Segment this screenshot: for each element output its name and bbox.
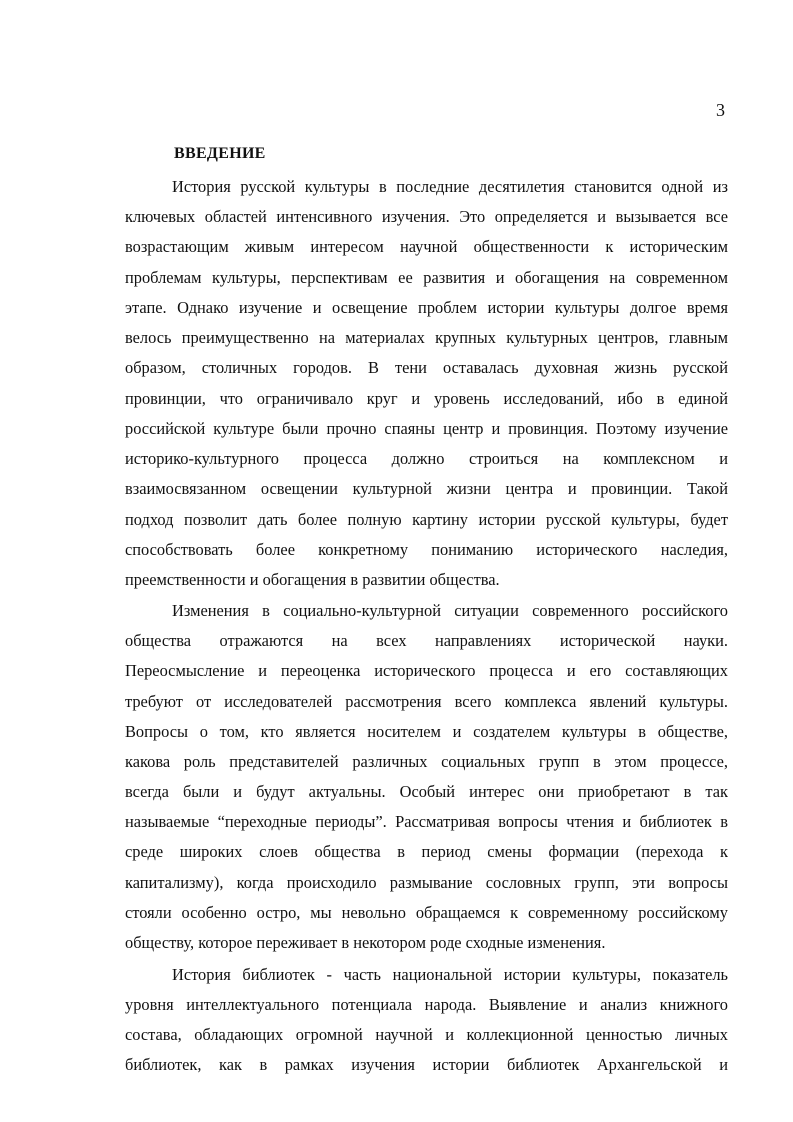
text-line: возрастающим живым интересом научной общественности к историческим — [125, 237, 728, 256]
text-line: велось преимущественно на материалах крупных культурных центров, главным — [125, 328, 728, 347]
text-line: называемые “переходные периоды”. Рассматривая вопросы чтения и библиотек в — [125, 812, 728, 831]
text-line: провинции, что ограничивало круг и уровень исследований, ибо в единой — [125, 389, 728, 408]
text-line: способствовать более конкретному пониманию исторического наследия, — [125, 540, 728, 559]
text-line: Переосмысление и переоценка исторического процесса и его составляющих — [125, 661, 728, 680]
section-heading: ВВЕДЕНИЕ — [174, 145, 266, 162]
text-line: История библиотек - часть национальной истории культуры, показатель — [172, 965, 728, 984]
text-line: среде широких слоев общества в период смены формации (перехода к — [125, 842, 728, 861]
text-line: требуют от исследователей рассмотрения всего комплекса явлений культуры. — [125, 692, 728, 711]
text-line: образом, столичных городов. В тени оставалась духовная жизнь русской — [125, 358, 728, 377]
text-line: История русской культуры в последние десятилетия становится одной из — [172, 177, 728, 196]
text-line: общества отражаются на всех направлениях исторической науки. — [125, 631, 728, 650]
text-line: стояли особенно остро, мы невольно обращаемся к современному российскому — [125, 903, 728, 922]
text-line: подход позволит дать более полную картину истории русской культуры, будет — [125, 510, 728, 529]
text-line: обществу, которое переживает в некотором роде сходные изменения. — [125, 933, 606, 952]
text-line: капитализму), когда происходило размывание сословных групп, эти вопросы — [125, 873, 728, 892]
page-number: 3 — [716, 100, 725, 120]
text-line: ключевых областей интенсивного изучения. Это определяется и вызывается все — [125, 207, 728, 226]
text-line: российской культуре были прочно спаяны центр и провинция. Поэтому изучение — [125, 419, 728, 438]
text-line: библиотек, как в рамках изучения истории библиотек Архангельской и — [125, 1055, 728, 1074]
text-line: уровня интеллектуального потенциала народа. Выявление и анализ книжного — [125, 995, 728, 1014]
text-line: Вопросы о том, кто является носителем и создателем культуры в обществе, — [125, 722, 728, 741]
text-line: проблемам культуры, перспективам ее развития и обогащения на современном — [125, 268, 728, 287]
text-line: этапе. Однако изучение и освещение проблем истории культуры долгое время — [125, 298, 728, 317]
text-line: какова роль представителей различных социальных групп в этом процессе, — [125, 752, 728, 771]
text-line: всегда были и будут актуальны. Особый интерес они приобретают в так — [125, 782, 728, 801]
text-line: Изменения в социально-культурной ситуации современного российского — [172, 601, 728, 620]
text-line: состава, обладающих огромной научной и коллекционной ценностью личных — [125, 1025, 728, 1044]
text-line: взаимосвязанном освещении культурной жизни центра и провинции. Такой — [125, 479, 728, 498]
text-line: преемственности и обогащения в развитии общества. — [125, 570, 500, 589]
text-line: историко-культурного процесса должно строиться на комплексном и — [125, 449, 728, 468]
